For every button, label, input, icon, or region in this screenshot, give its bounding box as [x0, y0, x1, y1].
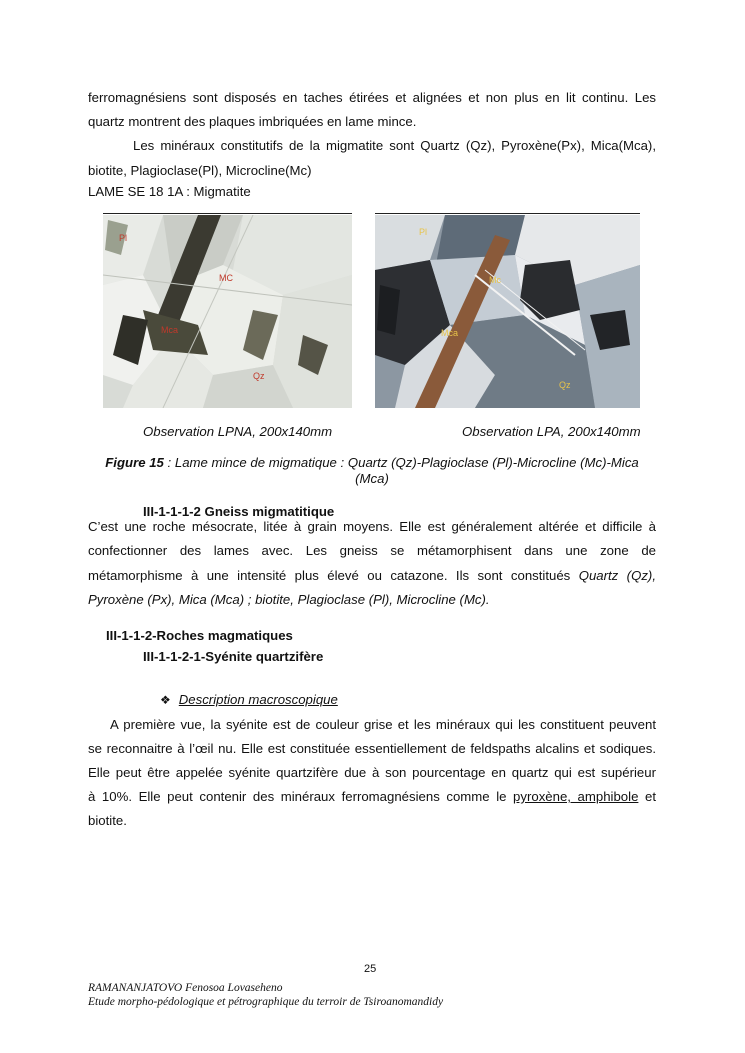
label-mca-left: Mca: [161, 325, 179, 335]
syenite-line-3: Elle peut être appelée syénite quartzifère due à son pourcentage en quartz qui est supérieur: [88, 765, 656, 780]
slide-label: LAME SE 18 1A : Migmatite: [88, 184, 251, 199]
syenite-line-4-text: à 10%. Elle peut contenir des minéraux ferromagnésiens comme le: [88, 789, 514, 804]
page-number: 25: [364, 963, 377, 975]
caption-lpna: Observation LPNA, 200x140mm: [143, 424, 333, 439]
syenite-line-1: A première vue, la syénite est de couleur grise et les minéraux qui les constituent peuvent: [110, 717, 656, 732]
gneiss-line-2: confectionner des lames avec. Les gneiss se métamorphisent dans une zone de: [88, 543, 656, 558]
gneiss-line-1: C’est une roche mésocrate, litée à grain moyens. Elle est généralement altérée et difficile à: [88, 519, 656, 534]
figure-caption: [88, 455, 656, 471]
caption-lpa: Observation LPA, 200x140mm: [462, 424, 641, 439]
label-qz-left: Qz: [253, 371, 265, 381]
figure-caption-line-2: (Mca): [355, 471, 389, 486]
label-mc-left: MC: [219, 273, 233, 283]
syenite-line-4: [88, 785, 656, 810]
syenite-line-4-underlined: pyroxène, amphibole: [513, 789, 639, 804]
footer-author: RAMANANJATOVO Fenosoa Lovaseheno: [88, 982, 283, 994]
syenite-line-5: biotite.: [88, 813, 127, 828]
right-image-rule: [375, 213, 640, 214]
bullet-text: Description macroscopique: [178, 692, 338, 707]
intro-line-4: biotite, Plagioclase(Pl), Microcline(Mc): [88, 163, 312, 178]
gneiss-line-3-text: métamorphisme à une intensité plus élevé ou catazone. Ils sont constitués: [88, 568, 579, 583]
gneiss-line-4: Pyroxène (Px), Mica (Mca) ; biotite, Plagioclase (Pl), Microcline (Mc).: [88, 592, 490, 607]
intro-line-3: Les minéraux constitutifs de la migmatite sont Quartz (Qz), Pyroxène(Px), Mica(Mca),: [133, 138, 656, 153]
label-mca-right: Mca: [441, 328, 459, 338]
label-qz-right: Qz: [559, 380, 571, 390]
subsection-heading-syenite: III-1-1-2-1-Syénite quartzifère: [143, 649, 324, 664]
section-heading-magmatic: III-1-1-2-Roches magmatiques: [106, 628, 293, 643]
bullet-diamond-icon: ❖: [160, 693, 171, 707]
figure-number: Figure 15: [105, 455, 164, 470]
label-pl-left: Pl: [119, 233, 128, 243]
label-pl-right: Pl: [419, 227, 428, 237]
gneiss-line-3: [88, 564, 656, 589]
figure-caption-text: : Lame mince de migmatique : Quartz (Qz)-Plagioclase (Pl)-Microcline (Mc)-Mica: [163, 455, 639, 470]
left-image-rule: [103, 213, 352, 214]
label-mc-right: Mc: [489, 275, 501, 285]
micrograph-lpna: [103, 215, 352, 408]
syenite-line-2: se reconnaitre à l’œil nu. Elle est constituée essentiellement de feldspaths alcalins et sodiques.: [88, 741, 656, 756]
intro-line-1: ferromagnésiens sont disposés en taches étirées et alignées et non plus en lit continu. Les: [88, 90, 656, 105]
section-heading-gneiss: III-1-1-1-2 Gneiss migmatitique: [143, 504, 335, 519]
intro-line-2: quartz montrent des plaques imbriquées en lame mince.: [88, 114, 417, 129]
micrograph-lpa: [375, 215, 640, 408]
syenite-line-4-end: et: [638, 789, 656, 804]
footer-title: Etude morpho-pédologique et pétrographique du terroir de Tsiroanomandidy: [88, 996, 444, 1008]
bullet-item: [160, 692, 338, 708]
gneiss-line-3-italic: Quartz (Qz),: [578, 568, 656, 583]
